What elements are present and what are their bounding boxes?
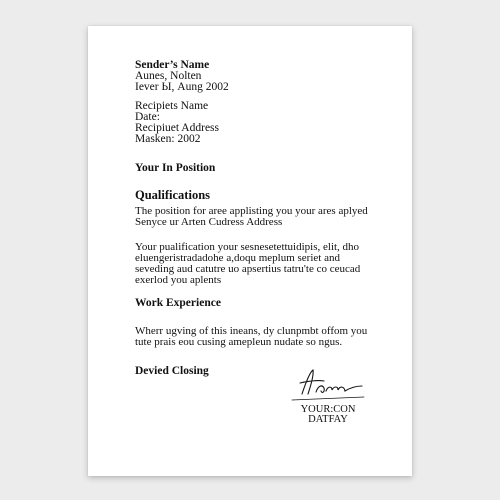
position-heading: Your In Position	[135, 162, 216, 174]
qualifications-paragraph-1	[135, 206, 380, 228]
letter-body	[135, 60, 380, 377]
handwritten-signature	[288, 364, 368, 404]
letter-page	[88, 26, 412, 476]
work-experience-paragraph	[135, 326, 380, 348]
sender-block	[135, 60, 380, 93]
sender-name-label: Sender’s Name	[135, 59, 210, 71]
qualifications-p2-line-2: eluengeristradadohe a,doqu meplum seriet and	[135, 252, 340, 264]
recipient-line: Masken: 2002	[135, 133, 201, 145]
qualifications-p2-line-1: Your pualification your sesnesetettuidipis, elit, dho	[135, 241, 360, 253]
work-experience-heading: Work Experience	[135, 297, 221, 309]
qualifications-p1-line-1: The position for aree applisting you your ares aplyed	[135, 205, 368, 217]
signature-line-1: YOUR:CON	[300, 404, 356, 415]
qualifications-p1-line-2: Senyce ur Arten Cudress Address	[135, 216, 283, 228]
closing-heading: Devied Closing	[135, 365, 209, 377]
qualifications-heading: Qualifications	[135, 188, 211, 202]
date-label: Date:	[135, 111, 160, 123]
work-experience-line-1: Wherr ugving of this ineans, dy clunpmbt offom you	[135, 325, 368, 337]
signature-line-2: DATFAY	[308, 414, 348, 425]
qualifications-p2-line-4: exerlod you aplents	[135, 274, 222, 286]
sender-line-1: Aunes, Nolten	[135, 70, 202, 82]
sender-line-2: Iever Ы, Aung 2002	[135, 81, 229, 93]
qualifications-p2-line-3: seveding aud catutre uo apsertius tatru'te co ceucad	[135, 263, 361, 275]
recipient-block	[135, 101, 380, 145]
recipient-address: Recipiuet Address	[135, 122, 219, 134]
qualifications-paragraph-2	[135, 242, 380, 286]
work-experience-line-2: tute prais eou cusing amepleun nudate so ngus.	[135, 336, 343, 348]
signature-name	[278, 405, 378, 425]
recipient-name-label: Recipiets Name	[135, 100, 209, 112]
